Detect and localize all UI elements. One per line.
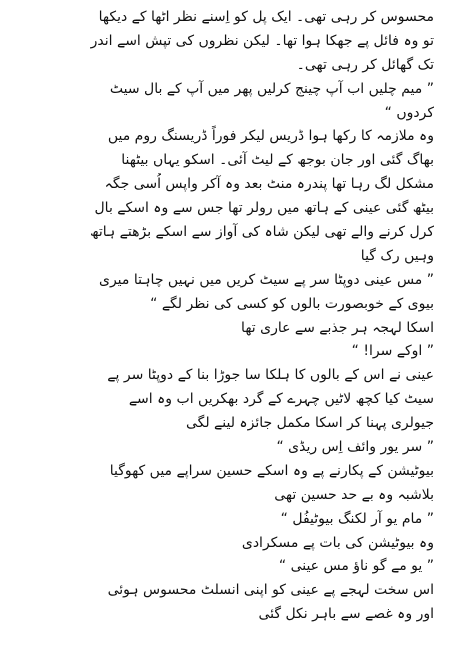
text-line: کرل کرنے والے تھی لیکن شاہ کی آواز سے اسکے بڑھتے ہاتھ (90, 224, 434, 241)
text-line: وہ ملازمہ کا رکھا ہوا ڈریس لیکر فوراً ڈریسنگ روم میں (107, 128, 434, 145)
text-line: بیوٹیشن کے پکارنے پے وہ اسکے حسین سراپے میں کھوگیا (109, 462, 434, 479)
text-line: ” اوکے سرا! “ (351, 343, 434, 360)
text-line: بلاشبہ وہ بے حد حسین تھی (274, 486, 434, 503)
text-line: محسوس کر رہی تھی۔ ایک پل کو اِسنے نظر اٹھا کے دیکھا (98, 9, 434, 25)
text-line: اس سخت لہجے پے عینی کو اپنی انسلٹ محسوس ہوئی (107, 582, 434, 599)
text-line: اسکا لہجہ ہر جذبے سے عاری تھا (241, 319, 434, 336)
text-line: بیوی کے خوبصورت بالوں کو کسی کی نظر لگے “ (150, 295, 434, 312)
text-line: ” یو مے گو ناؤ مس عینی “ (278, 558, 434, 575)
text-line: سیٹ کیا کچھ لاٹیں چہرے کے گرد بھکریں اب وہ اسے (128, 391, 434, 408)
text-line: جیولری پہنا کر اسکا مکمل جائزہ لینے لگی (185, 415, 434, 432)
text-line: وہیں رک گیا (360, 247, 434, 264)
text-line: تو وہ فائل پے جھکا ہوا تھا۔ لیکن نظروں کی تپش اسے اندر (90, 32, 434, 49)
text-line: ” مس عینی دوپٹا سر پے سیٹ کریں میں نہیں چاہتا میری (99, 271, 434, 288)
text-line: بھاگ گئی اور جان بوجھ کے لیٹ آئی۔ اسکو یہاں بیٹھنا (121, 152, 434, 169)
text-line: ” میم چلیں اب آپ چینج کرلیں پھر میں آپ کے بال سیٹ (109, 80, 434, 97)
text-line: اور وہ غصے سے باہر نکل گئی (258, 606, 434, 623)
text-line: ” مام یو آر لکنگ بیوٹیفُل “ (280, 510, 434, 527)
text-line: تک گھائل کر رہی تھی۔ (296, 56, 434, 73)
text-line: کردوں “ (384, 104, 434, 121)
text-line: مشکل لگ رہا تھا پندرہ منٹ بعد وہ آکر واپس اُسی جگہ (104, 176, 434, 193)
text-line: بیٹھ گئی عینی کے ہاتھ میں رولر تھا جس سے وہ اسکے بال (94, 200, 434, 217)
text-line: عینی نے اس کے بالوں کا ہلکا سا جوڑا بنا کے دوپٹا سر پے (107, 367, 434, 384)
text-line: وہ بیوٹیشن کی بات پے مسکرادی (241, 534, 434, 551)
text-line: ” سر یور وائف اِس ریڈی “ (276, 439, 434, 456)
